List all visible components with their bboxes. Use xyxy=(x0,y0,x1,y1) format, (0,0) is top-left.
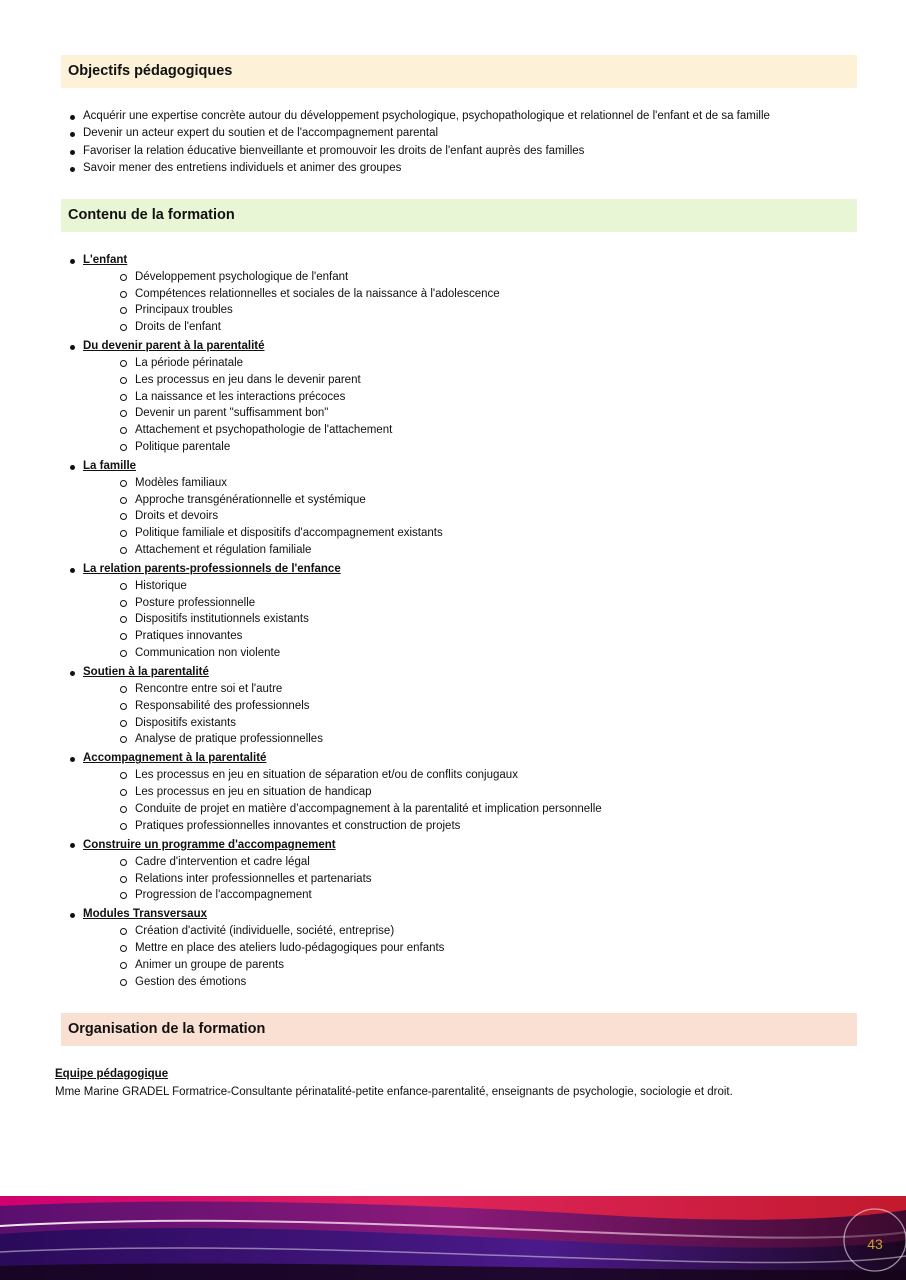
team-label: Equipe pédagogique xyxy=(55,1068,169,1080)
list-item: Droits de l'enfant xyxy=(135,319,602,336)
list-item: La période périnatale xyxy=(135,355,602,372)
module-enfant xyxy=(83,252,602,336)
list-item: Rencontre entre soi et l'autre xyxy=(135,681,602,698)
list-item: Analyse de pratique professionnelles xyxy=(135,731,602,748)
list-item: Savoir mener des entretiens individuels et animer des groupes xyxy=(83,160,770,177)
list-item: Principaux troubles xyxy=(135,302,602,319)
module-programme xyxy=(83,837,602,904)
objectives-list xyxy=(83,108,770,177)
list-item: Pratiques innovantes xyxy=(135,628,602,645)
module-devenir-parent xyxy=(83,338,602,455)
module-transversaux xyxy=(83,906,602,990)
list-item: Devenir un parent "suffisamment bon" xyxy=(135,405,602,422)
list-item: Droits et devoirs xyxy=(135,508,602,525)
footer-wave-decoration xyxy=(0,1196,906,1280)
list-item: Cadre d'intervention et cadre légal xyxy=(135,854,602,871)
list-item: Attachement et psychopathologie de l'attachement xyxy=(135,422,602,439)
list-item: Compétences relationnelles et sociales de la naissance à l'adolescence xyxy=(135,286,602,303)
list-item: Historique xyxy=(135,578,602,595)
module-title: Modules Transversaux xyxy=(83,908,207,921)
module-title: Accompagnement à la parentalité xyxy=(83,752,267,765)
list-item: Les processus en jeu en situation de séparation et/ou de conflits conjugaux xyxy=(135,767,602,784)
list-item: Posture professionnelle xyxy=(135,595,602,612)
module-famille xyxy=(83,458,602,558)
list-item: Communication non violente xyxy=(135,645,602,662)
list-item: Acquérir une expertise concrète autour du développement psychologique, psychopathologique et relationnel de l'enfant et de sa famille xyxy=(83,108,770,125)
list-item: Animer un groupe de parents xyxy=(135,957,602,974)
section-title-organisation: Organisation de la formation xyxy=(61,1013,857,1046)
list-item: Dispositifs institutionnels existants xyxy=(135,611,602,628)
list-item: Pratiques professionnelles innovantes et construction de projets xyxy=(135,818,602,835)
list-item: Les processus en jeu en situation de handicap xyxy=(135,784,602,801)
list-item: Politique familiale et dispositifs d'accompagnement existants xyxy=(135,525,602,542)
list-item: Dispositifs existants xyxy=(135,715,602,732)
list-item: Gestion des émotions xyxy=(135,974,602,991)
list-item: Politique parentale xyxy=(135,439,602,456)
list-item: La naissance et les interactions précoces xyxy=(135,389,602,406)
module-accompagnement xyxy=(83,750,602,834)
modules-list xyxy=(83,252,602,993)
list-item: Conduite de projet en matière d’accompagnement à la parentalité et implication personnelle xyxy=(135,801,602,818)
module-title: Construire un programme d'accompagnement xyxy=(83,838,336,851)
module-title: Du devenir parent à la parentalité xyxy=(83,340,265,353)
section-title-content: Contenu de la formation xyxy=(61,199,857,232)
list-item: Mettre en place des ateliers ludo-pédagogiques pour enfants xyxy=(135,940,602,957)
team-description: Mme Marine GRADEL Formatrice-Consultante périnatalité-petite enfance-parentalité, enseignants de psychologie, sociologie et droit. xyxy=(55,1086,733,1098)
page-number: 43 xyxy=(867,1236,883,1252)
module-title: La relation parents-professionnels de l'enfance xyxy=(83,563,341,576)
list-item: Approche transgénérationnelle et systémique xyxy=(135,492,602,509)
list-item: Création d'activité (individuelle, société, entreprise) xyxy=(135,923,602,940)
section-title-objectives: Objectifs pédagogiques xyxy=(61,55,857,88)
list-item: Responsabilité des professionnels xyxy=(135,698,602,715)
list-item: Favoriser la relation éducative bienveillante et promouvoir les droits de l'enfant auprès des familles xyxy=(83,143,770,160)
module-relation-parents-pros xyxy=(83,561,602,661)
module-soutien xyxy=(83,664,602,748)
module-title: L'enfant xyxy=(83,254,128,266)
list-item: Attachement et régulation familiale xyxy=(135,542,602,559)
list-item: Devenir un acteur expert du soutien et de l'accompagnement parental xyxy=(83,125,770,142)
list-item: Modèles familiaux xyxy=(135,475,602,492)
list-item: Les processus en jeu dans le devenir parent xyxy=(135,372,602,389)
module-title: Soutien à la parentalité xyxy=(83,666,209,679)
list-item: Développement psychologique de l'enfant xyxy=(135,269,602,286)
module-title: La famille xyxy=(83,460,137,473)
list-item: Relations inter professionnelles et partenariats xyxy=(135,871,602,888)
list-item: Progression de l'accompagnement xyxy=(135,887,602,904)
